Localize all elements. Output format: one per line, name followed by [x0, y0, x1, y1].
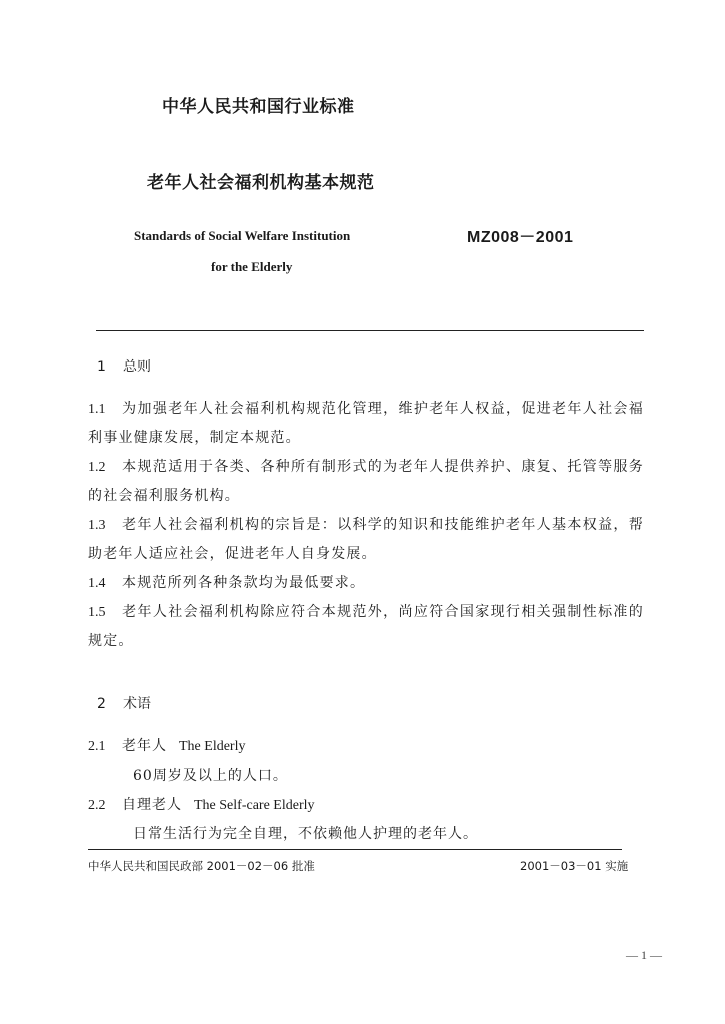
- clause-1-5: [88, 598, 644, 656]
- term-english: The Elderly: [179, 739, 246, 754]
- section-number: 1: [97, 359, 106, 375]
- section-title: 术语: [123, 696, 151, 712]
- term-2-2-definition: 日常生活行为完全自理，不依赖他人护理的老年人。: [133, 826, 478, 842]
- section-heading-2: [97, 693, 151, 713]
- clause-number: 1.5: [88, 605, 106, 620]
- clause-1-2: [88, 453, 644, 511]
- page-number: — 1 —: [626, 948, 662, 962]
- clause-number: 2.2: [88, 798, 106, 813]
- clause-text: 老年人社会福利机构除应符合本规范外，尚应符合国家现行相关强制性标准的规定。: [88, 604, 644, 649]
- footer-divider: [88, 849, 622, 850]
- clause-1-1: [88, 395, 644, 453]
- clause-text: 为加强老年人社会福利机构规范化管理，维护老年人权益，促进老年人社会福利事业健康发展，制定本规范。: [88, 401, 644, 446]
- clause-number: 1.2: [88, 460, 106, 475]
- clause-text: 本规范所列各种条款均为最低要求。: [122, 575, 366, 591]
- clause-number: 1.1: [88, 402, 106, 417]
- term-chinese: 老年人: [122, 738, 167, 754]
- term-2-2: [88, 794, 315, 814]
- term-2-1-definition: 60周岁及以上的人口。: [133, 768, 288, 784]
- term-2-1: [88, 735, 245, 755]
- clause-1-3: [88, 511, 644, 569]
- english-title-line1: Standards of Social Welfare Institution: [134, 228, 351, 243]
- section-heading-1: [97, 356, 151, 376]
- clause-text: 本规范适用于各类、各种所有制形式的为老年人提供养护、康复、托管等服务的社会福利服务机构。: [88, 459, 644, 504]
- term-chinese: 自理老人: [122, 797, 182, 813]
- clause-number: 1.4: [88, 576, 106, 591]
- standard-category-title: 中华人民共和国行业标准: [162, 97, 355, 117]
- clause-number: 2.1: [88, 739, 106, 754]
- section-title: 总则: [123, 359, 151, 375]
- standard-code: MZ008－2001: [467, 229, 574, 246]
- section-number: 2: [97, 696, 106, 712]
- effective-date: 2001－03－01 实施: [520, 859, 629, 873]
- clause-1-4: [88, 569, 644, 598]
- document-title: 老年人社会福利机构基本规范: [147, 173, 375, 193]
- header-divider: [96, 330, 644, 331]
- clause-text: 老年人社会福利机构的宗旨是：以科学的知识和技能维护老年人基本权益，帮助老年人适应社会，促进老年人自身发展。: [88, 517, 644, 562]
- term-english: The Self-care Elderly: [194, 798, 315, 813]
- english-title-line2: for the Elderly: [211, 259, 293, 274]
- approval-date: 中华人民共和国民政部 2001－02－06 批准: [88, 859, 315, 873]
- clause-number: 1.3: [88, 518, 106, 533]
